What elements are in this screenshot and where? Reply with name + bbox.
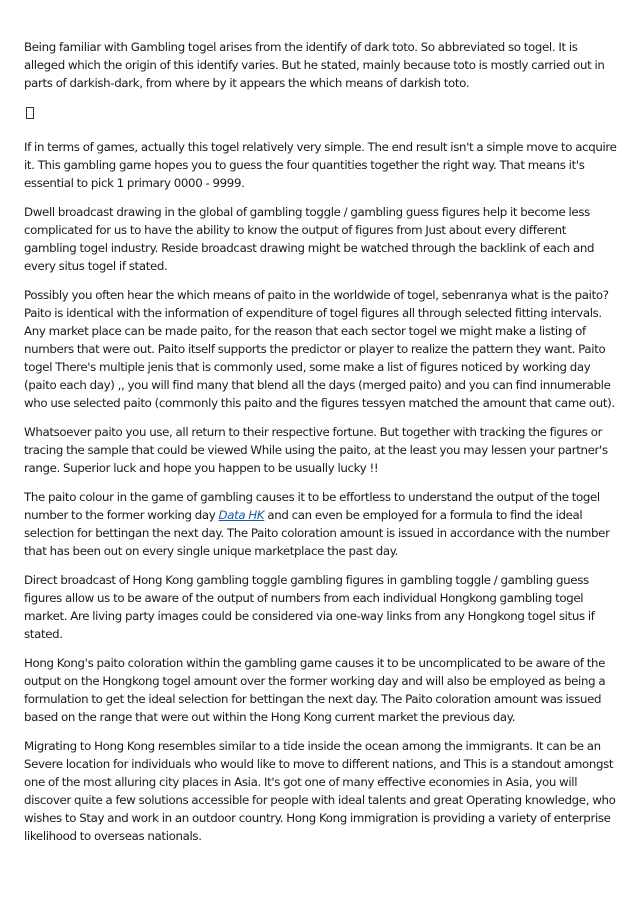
paragraph-paito-colour-text-start: The paito colour in the game of gambling causes it to be effortless to understand the output of the togel number to the former working day xyxy=(24,490,600,522)
paragraph-hk-broadcast: Direct broadcast of Hong Kong gambling toggle gambling figures in gambling toggle / gambling guess figures allow us to be aware of the output of numbers from each individual Hongkong gambling togel market. Are living party images could be considered via one-way links from any Hongkong togel situs if stated. xyxy=(24,573,595,641)
missing-glyph-paragraph xyxy=(24,103,618,127)
paragraph-games: If in terms of games, actually this togel relatively very simple. The end result isn't a simple move to acquire it. This gambling game hopes you to guess the four quantities together the right way. That means it's essential to pick 1 primary 0000 - 9999. xyxy=(24,140,617,190)
paragraph-fortune: Whatsoever paito you use, all return to their respective fortune. But together with tracking the figures or tracing the sample that could be viewed While using the paito, at the least you may lessen your partner's range. Superior luck and hope you happen to be usually lucky !! xyxy=(24,425,608,475)
missing-glyph-icon xyxy=(26,107,34,119)
paragraph-live-broadcast: Dwell broadcast drawing in the global of gambling toggle / gambling guess figures help it become less complicated for us to have the ability to know the output of figures from Just about every different gambling togel industry. Reside broadcast drawing might be watched through the backlink of each and every situs togel if stated. xyxy=(24,205,595,273)
paragraph-paito: Possibly you often hear the which means of paito in the worldwide of togel, sebenranya what is the paito? Paito is identical with the information of expenditure of togel figures all through selected fitting intervals. Any market place can be made paito, for the reason that each sector togel we might make a listing of numbers that were out. Paito itself supports the predictor or player to realize the pattern they want. Paito togel There's multiple jenis that is commonly used, some make a list of figures noticed by working day (paito each day) ,, you will find many that blend all the days (merged paito) and you can find innumerable who use selected paito (commonly this paito and the figures tessyen matched the amount that came out). xyxy=(24,288,615,410)
document-body xyxy=(24,38,618,856)
paragraph-hk-migration: Migrating to Hong Kong resembles similar to a tide inside the ocean among the immigrants. It can be an Severe location for individuals who would like to move to different nations, and This is a standout amongst one of the most alluring city places in Asia. It's got one of many effective economies in Asia, you will discover quite a few solutions accessible for people with ideal talents and great Operating knowledge, who wishes to Stay and work in an outdoor country. Hong Kong immigration is providing a variety of enterprise likelihood to overseas nationals. xyxy=(24,739,616,843)
paragraph-paito-colour xyxy=(24,488,618,560)
data-hk-link[interactable]: Data HK xyxy=(218,508,265,522)
paragraph-paito-colour-text-end: and can even be employed for a formula to find the ideal selection for bettingan the next day. The Paito coloration amount is issued in accordance with the number that has been out on every single unique marketplace the past day. xyxy=(24,508,610,558)
paragraph-hk-paito: Hong Kong's paito coloration within the gambling game causes it to be uncomplicated to be aware of the output on the Hongkong togel amount over the former working day and will also be employed as being a formulation to get the ideal selection for bettingan the next day. The Paito coloration amount was issued based on the range that were out within the Hong Kong current market the previous day. xyxy=(24,656,606,724)
paragraph-intro: Being familiar with Gambling togel arises from the identify of dark toto. So abbreviated so togel. It is alleged which the origin of this identify varies. But he stated, mainly because toto is mostly carried out in parts of darkish-dark, from where by it appears the which means of darkish toto. xyxy=(24,40,605,90)
